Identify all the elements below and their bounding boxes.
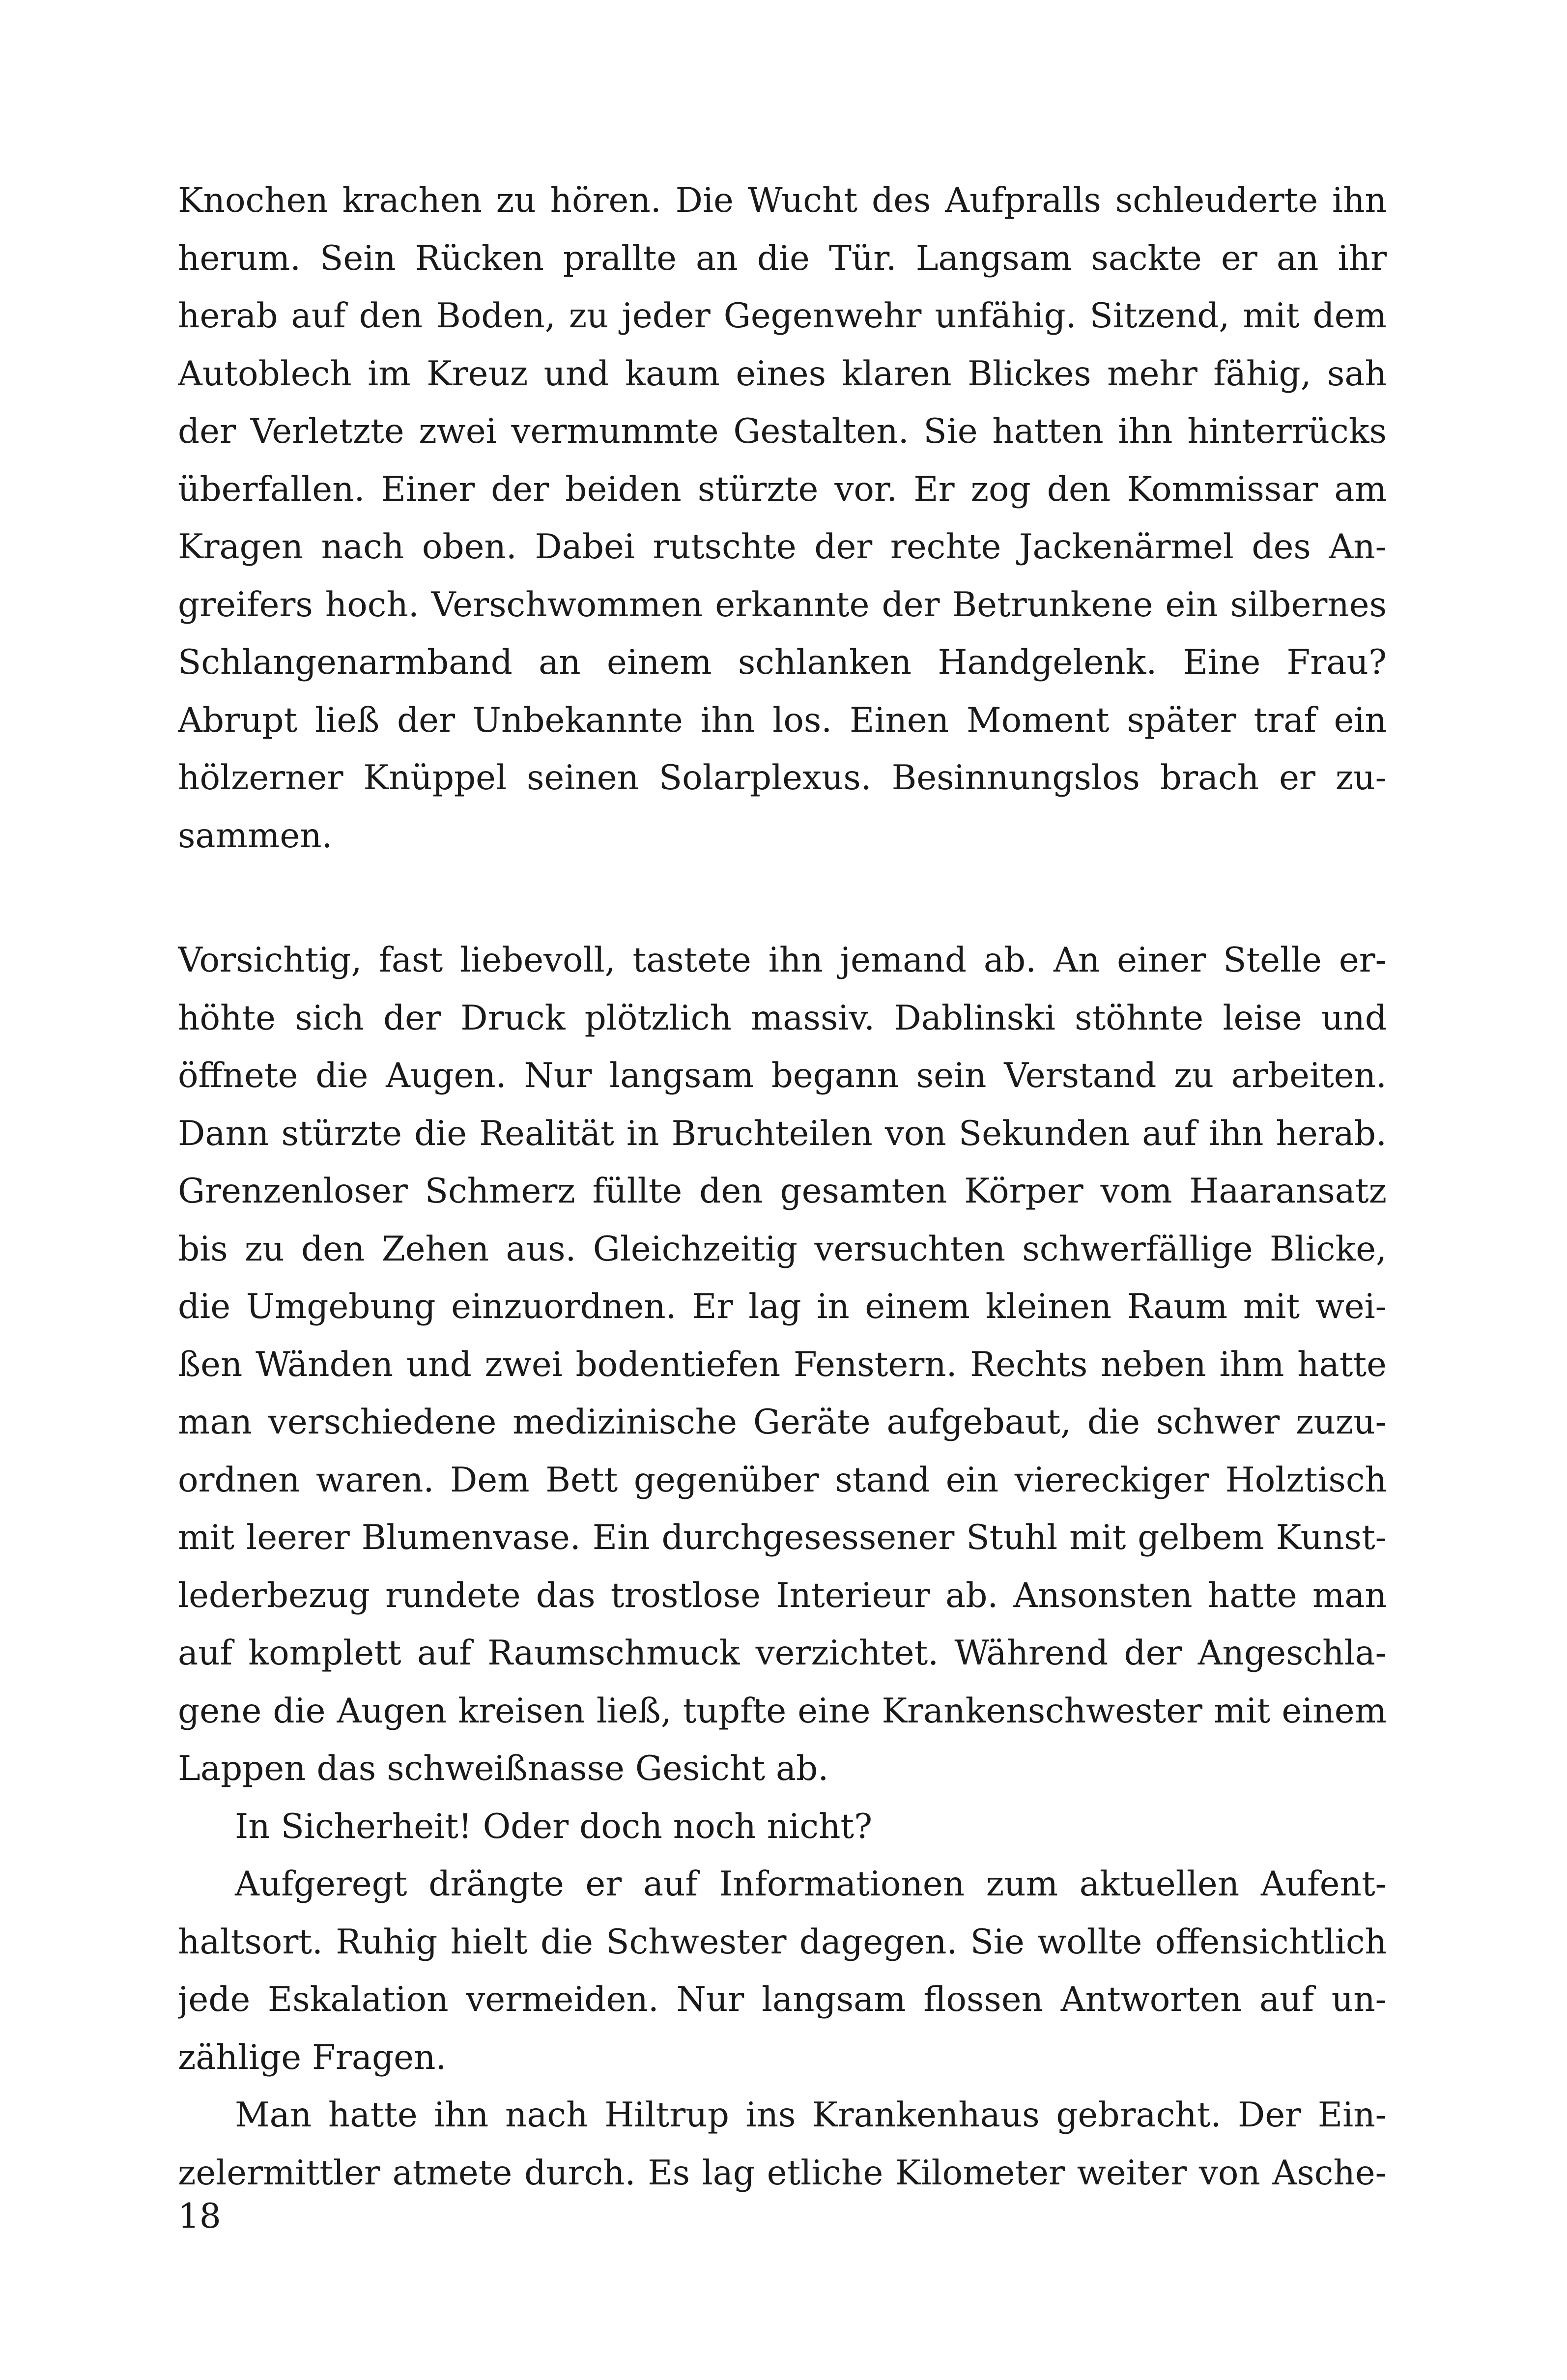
text-line: Grenzenloser Schmerz füllte den gesamten Körper vom Haaransatz	[178, 1172, 1387, 1211]
text-line: gene die Augen kreisen ließ, tupfte eine Krankenschwester mit einem	[178, 1691, 1387, 1731]
text-block-top	[178, 172, 1387, 865]
page-number: 18	[178, 2197, 221, 2236]
text-line: haltsort. Ruhig hielt die Schwester dagegen. Sie wollte offensichtlich	[178, 1922, 1387, 1962]
paragraph	[178, 172, 1387, 865]
text-line: sammen.	[178, 816, 333, 856]
text-line: höhte sich der Druck plötzlich massiv. Dablinski stöhnte leise und	[178, 998, 1387, 1038]
text-line: bis zu den Zehen aus. Gleichzeitig versuchten schwerfällige Blicke,	[178, 1229, 1387, 1269]
text-line: Dann stürzte die Realität in Bruchteilen von Sekunden auf ihn herab.	[178, 1114, 1387, 1153]
text-line: Kragen nach oben. Dabei rutschte der rechte Jackenärmel des An-	[178, 527, 1387, 567]
text-line: ßen Wänden und zwei bodentiefen Fenstern. Rechts neben ihm hatte	[178, 1345, 1387, 1384]
text-line: die Umgebung einzuordnen. Er lag in einem kleinen Raum mit wei-	[178, 1287, 1387, 1326]
text-line: öffnete die Augen. Nur langsam begann sein Verstand zu arbeiten.	[178, 1056, 1387, 1095]
text-line: herum. Sein Rücken prallte an die Tür. Langsam sackte er an ihr	[178, 238, 1387, 278]
text-line: zählige Fragen.	[178, 2037, 447, 2077]
text-line: greifers hoch. Verschwommen erkannte der Betrunkene ein silbernes	[178, 585, 1387, 625]
text-line: der Verletzte zwei vermummte Gestalten. Sie hatten ihn hinterrücks	[178, 412, 1387, 451]
text-line: mit leerer Blumenvase. Ein durchgesessener Stuhl mit gelbem Kunst-	[178, 1518, 1387, 1557]
paragraph	[178, 932, 1387, 1798]
text-line: Vorsichtig, fast liebevoll, tastete ihn jemand ab. An einer Stelle er-	[178, 941, 1387, 980]
text-line: Man hatte ihn nach Hiltrup ins Krankenhaus gebracht. Der Ein-	[235, 2095, 1387, 2135]
text-line: überfallen. Einer der beiden stürzte vor. Er zog den Kommissar am	[178, 469, 1387, 509]
text-line: Knochen krachen zu hören. Die Wucht des Aufpralls schleuderte ihn	[178, 181, 1387, 220]
text-line: Autoblech im Kreuz und kaum eines klaren Blickes mehr fähig, sah	[178, 354, 1387, 394]
paragraph	[178, 1856, 1387, 2087]
text-line: Schlangenarmband an einem schlanken Handgelenk. Eine Frau?	[178, 643, 1387, 682]
text-line: lederbezug rundete das trostlose Interieur ab. Ansonsten hatte man	[178, 1576, 1387, 1615]
text-line: auf komplett auf Raumschmuck verzichtet. Während der Angeschla-	[178, 1634, 1387, 1673]
text-line: Abrupt ließ der Unbekannte ihn los. Einen Moment später traf ein	[178, 700, 1387, 740]
text-line: man verschiedene medizinische Geräte aufgebaut, die schwer zuzu-	[178, 1403, 1387, 1442]
text-line: In Sicherheit! Oder doch noch nicht?	[235, 1807, 873, 1846]
text-line: zelermittler atmete durch. Es lag etliche Kilometer weiter von Asche-	[178, 2153, 1387, 2193]
text-line: herab auf den Boden, zu jeder Gegenwehr unfähig. Sitzend, mit dem	[178, 296, 1387, 336]
text-line: jede Eskalation vermeiden. Nur langsam flossen Antworten auf un-	[178, 1980, 1387, 2019]
text-line: hölzerner Knüppel seinen Solarplexus. Besinnungslos brach er zu-	[178, 758, 1387, 798]
text-block-bottom	[178, 932, 1387, 2202]
paragraph	[178, 2087, 1387, 2202]
text-line: Aufgeregt drängte er auf Informationen zum aktuellen Aufent-	[235, 1864, 1387, 1904]
text-line: ordnen waren. Dem Bett gegenüber stand ein viereckiger Holztisch	[178, 1460, 1387, 1500]
paragraph	[178, 1798, 1387, 1856]
text-line: Lappen das schweißnasse Gesicht ab.	[178, 1749, 829, 1788]
